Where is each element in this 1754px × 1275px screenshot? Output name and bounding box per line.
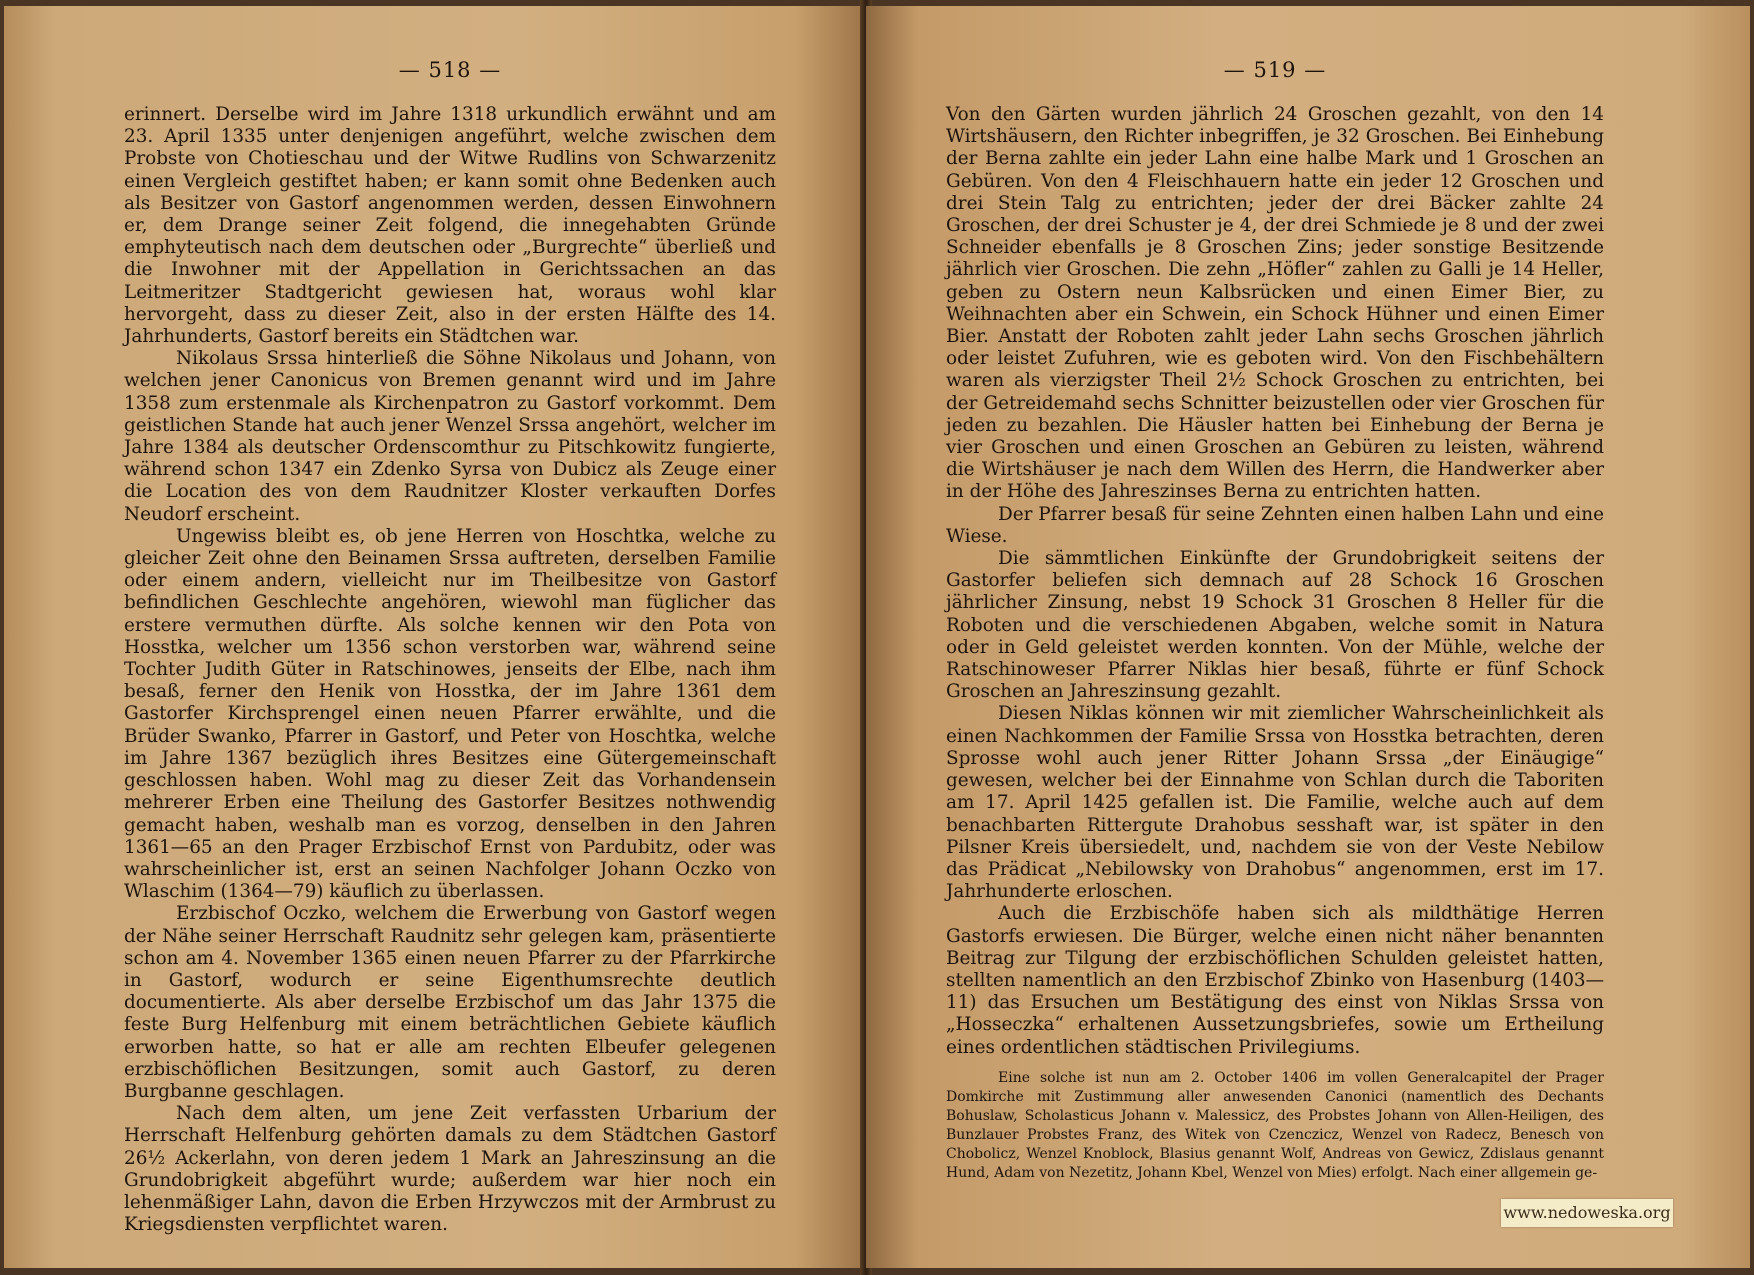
- right-paragraph-4: Diesen Niklas können wir mit ziemlicher Wahrscheinlichkeit als einen Nachkommen der Familie Srssa von Hosstka betrachten, deren Sprosse wohl auch jener Ritter Johann Srssa „der Einäugige“ gewesen, welcher bei der Einnahme von Schlan durch die Taboriten am 17. April 1425 gefallen ist. Die Familie, welche auch auf dem benachbarten Rittergute Drahobus sesshaft war, ist später in den Pilsner Kreis übersiedelt, und, nachdem sie von der Veste Nebilow das Prädicat „Nebilowsky von Drahobus“ angenommen, erst im 17. Jahrhunderte erloschen.: [946, 703, 1604, 903]
- left-paragraph-3: Ungewiss bleibt es, ob jene Herren von Hoschtka, welche zu gleicher Zeit ohne den Beinamen Srssa auftreten, derselben Familie oder einem andern, vielleicht nur im Theilbesitze von Gastorf befindlichen Geschlechte angehören, wiewohl man füglicher das erstere vermuthen dürfte. Als solche kennen wir den Pota von Hosstka, welcher um 1356 schon verstorben war, während seine Tochter Judith Güter in Ratschinowes, jenseits der Elbe, nach ihm besaß, ferner den Henik von Hosstka, der im Jahre 1361 dem Gastorfer Kirchsprengel einen neuen Pfarrer erwählte, und die Brüder Swanko, Pfarrer in Gastorf, und Peter von Hoschtka, welche im Jahre 1367 bezüglich ihres Besitzes eine Gütergemeinschaft geschlossen haben. Wohl mag zu dieser Zeit das Vorhandensein mehrerer Erben eine Theilung des Gastorfer Besitzes nothwendig gemacht haben, weshalb man es vorzog, denselben in den Jahren 1361—65 an den Prager Erzbischof Ernst von Pardubitz, oder was wahrscheinlicher ist, erst an seinen Nachfolger Johann Oczko von Wlaschim (1364—79) käuflich zu überlassen.: [124, 525, 776, 903]
- left-page: [4, 6, 864, 1268]
- left-paragraph-4: Erzbischof Oczko, welchem die Erwerbung von Gastorf wegen der Nähe seiner Herrschaft Raudnitz sehr gelegen kam, präsentierte schon am 4. November 1365 einen neuen Pfarrer zu der Pfarrkirche in Gastorf, wodurch er seine Eigenthumsrechte deutlich documentierte. Als aber derselbe Erzbischof um das Jahr 1375 die feste Burg Helfenburg mit einem beträchtlichen Gebiete käuflich erworben hatte, so hat er alle am rechten Elbeufer gelegenen erzbischöflichen Besitzungen, somit auch Gastorf, zu deren Burgbanne geschlagen.: [124, 903, 776, 1102]
- right-paragraph-2: Der Pfarrer besaß für seine Zehnten einen halben Lahn und eine Wiese.: [946, 503, 1604, 547]
- right-paragraph-3: Die sämmtlichen Einkünfte der Grundobrigkeit seitens der Gastorfer beliefen sich demnach auf 28 Schock 16 Groschen jährlicher Zinsung, nebst 19 Schock 31 Groschen 8 Heller für die Roboten und die verschiedenen Abgaben, welche somit in Natura oder in Geld geleistet werden konnten. Von der Mühle, welche der Ratschinoweser Pfarrer Niklas hier besaß, führte er fünf Schock Groschen an Jahreszinsung gezahlt.: [946, 548, 1604, 703]
- page-number-right: — 519 —: [1223, 58, 1327, 82]
- watermark-stamp: www.nedoweska.org: [1501, 1199, 1673, 1227]
- right-paragraph-1: Von den Gärten wurden jährlich 24 Groschen gezahlt, von den 14 Wirtshäusern, den Richter inbegriffen, je 32 Groschen. Bei Einhebung der Berna zahlte ein jeder Lahn eine halbe Mark und 1 Groschen an Gebüren. Von den 4 Fleischhauern hatte ein jeder 12 Groschen und drei Stein Talg zu entrichten; jeder der drei Bäcker zahlte 24 Groschen, der drei Schuster je 4, der drei Schmiede je 8 und der zwei Schneider ebenfalls je 8 Groschen Zins; jeder sonstige Besitzende jährlich vier Groschen. Die zehn „Höfler“ zahlen zu Galli je 14 Heller, geben zu Ostern neun Kalbsrücken und einen Eimer Bier, zu Weihnachten aber ein Schwein, ein Schock Hühner und einen Eimer Bier. Anstatt der Roboten zahlt jeder Lahn sechs Groschen jährlich oder leistet Zufuhren, wie es geboten wird. Von den Fischbehältern waren als vierzigster Theil 2½ Schock Groschen zu entrichten, bei der Getreidemahd sechs Schnitter beizustellen oder vier Groschen für jeden zu bezahlen. Die Häusler hatten bei Einhebung der Berna je vier Groschen und einen Groschen an Gebüren zu leisten, während die Wirtshäuser je nach dem Willen des Herrn, die Handwerker aber in der Höhe des Jahreszinses Berna zu entrichten hatten.: [946, 104, 1604, 503]
- page-number-left: — 518 —: [398, 58, 502, 82]
- footnote: Eine solche ist nun am 2. October 1406 im vollen Generalcapitel der Prager Domkirche mit Zustimmung aller anwesenden Canonici (namentlich des Dechants Bohuslaw, Scholasticus Johann v. Malessicz, des Probstes Johann von Allen-Heiligen, des Bunzlauer Probstes Franz, des Witek von Czenczicz, Wenzel von Radecz, Benesch von Chobolicz, Wenzel Knoblock, Blasius genannt Wolf, Andreas von Gewicz, Zdislaus genannt Hund, Adam von Nezetitz, Johann Kbel, Wenzel von Mies) erfolgt. Nach einer allgemein ge-: [946, 1069, 1604, 1181]
- right-paragraph-5: Auch die Erzbischöfe haben sich als mildthätige Herren Gastorfs erwiesen. Die Bürger, welche einen nicht näher benannten Beitrag zur Tilgung der erzbischöflichen Schulden geleistet hatten, stellten namentlich an den Erzbischof Zbinko von Hasenburg (1403—11) das Ersuchen um Bestätigung des einst von Niklas Srssa von „Hosseczka“ erhaltenen Aussetzungsbriefes, sowie um Ertheilung eines ordentlichen städtischen Privilegiums.: [946, 903, 1604, 1058]
- right-page: [866, 6, 1750, 1268]
- left-paragraph-2: Nikolaus Srssa hinterließ die Söhne Nikolaus und Johann, von welchen jener Canonicus von Bremen genannt wird und im Jahre 1358 zum erstenmale als Kirchenpatron zu Gastorf vorkommt. Dem geistlichen Stande hat auch jener Wenzel Srssa angehört, welcher im Jahre 1384 als deutscher Ordenscomthur zu Pitschkowitz fungierte, während schon 1347 ein Zdenko Syrsa von Dubicz als Zeuge einer die Location des von dem Raudnitzer Kloster verkauften Dorfes Neudorf erscheint.: [124, 348, 776, 525]
- left-paragraph-1: erinnert. Derselbe wird im Jahre 1318 urkundlich erwähnt und am 23. April 1335 unter denjenigen angeführt, welche zwischen dem Probste von Chotieschau und der Witwe Rudlins von Schwarzenitz einen Vergleich gestiftet haben; er kann somit ohne Bedenken auch als Besitzer von Gastorf angenommen werden, dessen Einwohnern er, dem Drange seiner Zeit folgend, die innegehabten Gründe emphyteutisch nach dem deutschen oder „Burgrechte“ überließ und die Inwohner mit der Appellation in Gerichtssachen an das Leitmeritzer Stadtgericht gewiesen hat, woraus wohl klar hervorgeht, dass zu dieser Zeit, also in der ersten Hälfte des 14. Jahrhunderts, Gastorf bereits ein Städtchen war.: [124, 104, 776, 348]
- left-paragraph-5: Nach dem alten, um jene Zeit verfassten Urbarium der Herrschaft Helfenburg gehörten damals zu dem Städtchen Gastorf 26½ Ackerlahn, von deren jedem 1 Mark an Jahreszinsung an die Grundobrigkeit abgeführt wurde; außerdem war hier noch ein lehenmäßiger Lahn, davon die Erben Hrzywczos mit der Armbrust zu Kriegsdiensten verpflichtet waren.: [124, 1103, 776, 1236]
